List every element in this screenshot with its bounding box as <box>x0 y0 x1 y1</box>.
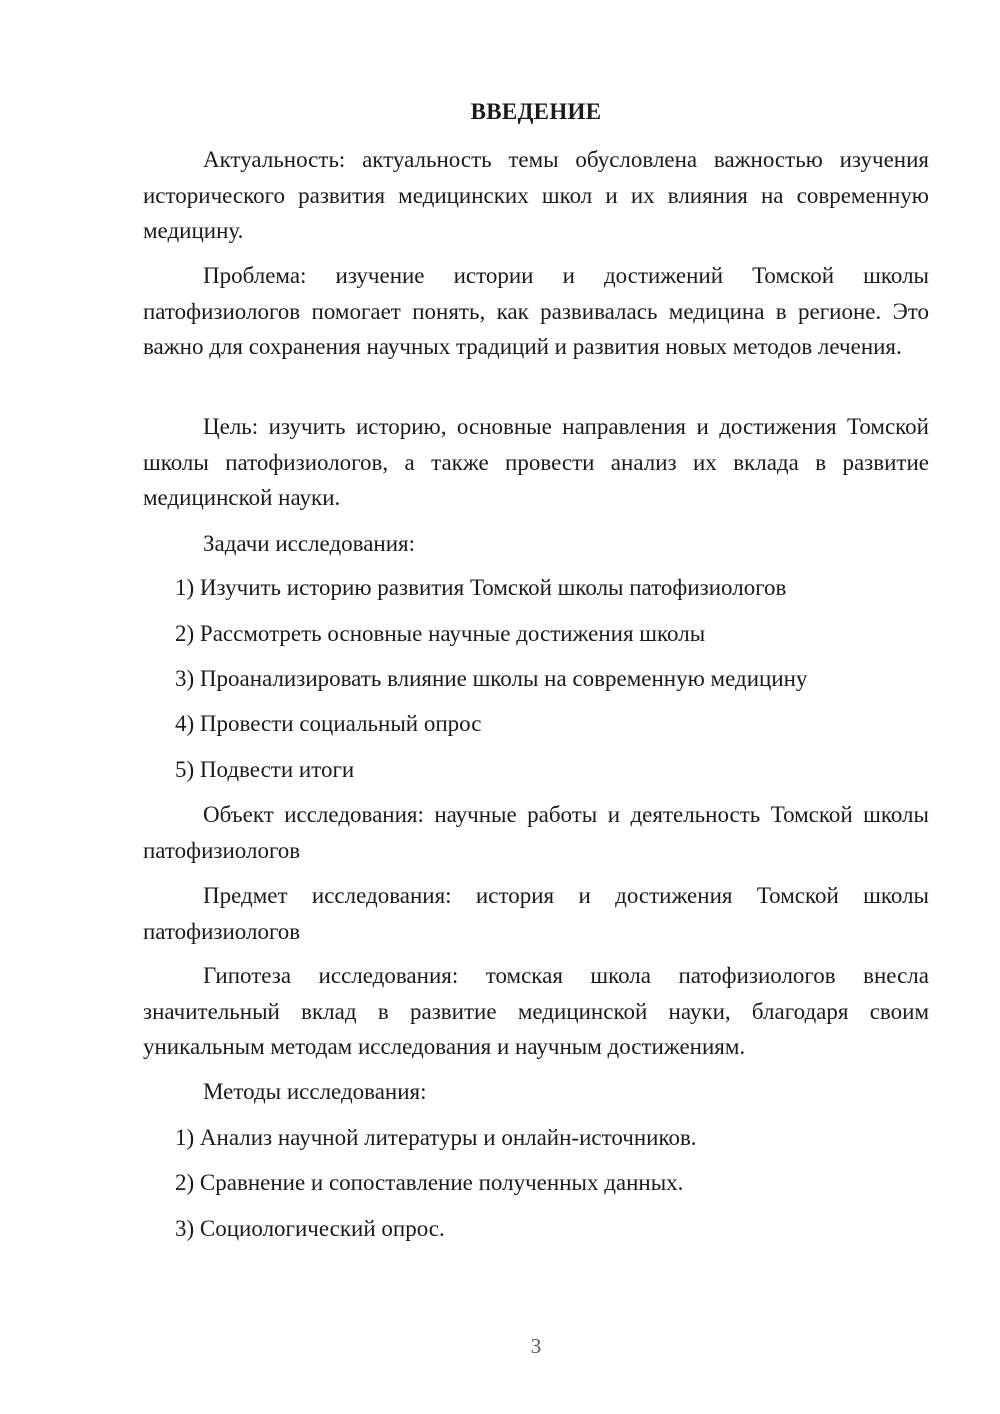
task-item: 5) Подвести итоги <box>175 757 355 782</box>
page-number: 3 <box>530 1334 542 1358</box>
method-item: 3) Социологический опрос. <box>175 1216 445 1241</box>
task-item: 2) Рассмотреть основные научные достижения школы <box>175 621 706 646</box>
page-heading: ВВЕДЕНИЕ <box>470 99 602 124</box>
object-paragraph: Объект исследования: научные работы и деятельность Томской школы патофизиологов <box>143 802 929 863</box>
relevance-paragraph: Актуальность: актуальность темы обусловлена важностью изучения исторического развития медицинских школ и их влияния на современную медицину. <box>143 147 929 243</box>
method-item: 2) Сравнение и сопоставление полученных данных. <box>175 1170 684 1195</box>
subject-paragraph: Предмет исследования: история и достижения Томской школы патофизиологов <box>143 883 929 944</box>
task-item: 1) Изучить историю развития Томской школы патофизиологов <box>175 575 787 600</box>
task-item: 3) Проанализировать влияние школы на современную медицину <box>175 666 808 691</box>
methods-title: Методы исследования: <box>203 1079 427 1104</box>
tasks-title: Задачи исследования: <box>203 531 416 556</box>
hypothesis-paragraph: Гипотеза исследования: томская школа патофизиологов внесла значительный вклад в развитие медицинской науки, благодаря своим уникальным методам исследования и научным достижениям. <box>143 963 929 1059</box>
task-item: 4) Провести социальный опрос <box>175 711 482 736</box>
problem-paragraph: Проблема: изучение истории и достижений Томской школы патофизиологов помогает понять, как развивалась медицина в регионе. Это важно для сохранения научных традиций и развития новых методов лечения. <box>143 263 929 359</box>
method-item: 1) Анализ научной литературы и онлайн-источников. <box>175 1125 697 1150</box>
goal-paragraph: Цель: изучить историю, основные направления и достижения Томской школы патофизиологов, а также провести анализ их вклада в развитие медицинской науки. <box>143 414 929 510</box>
